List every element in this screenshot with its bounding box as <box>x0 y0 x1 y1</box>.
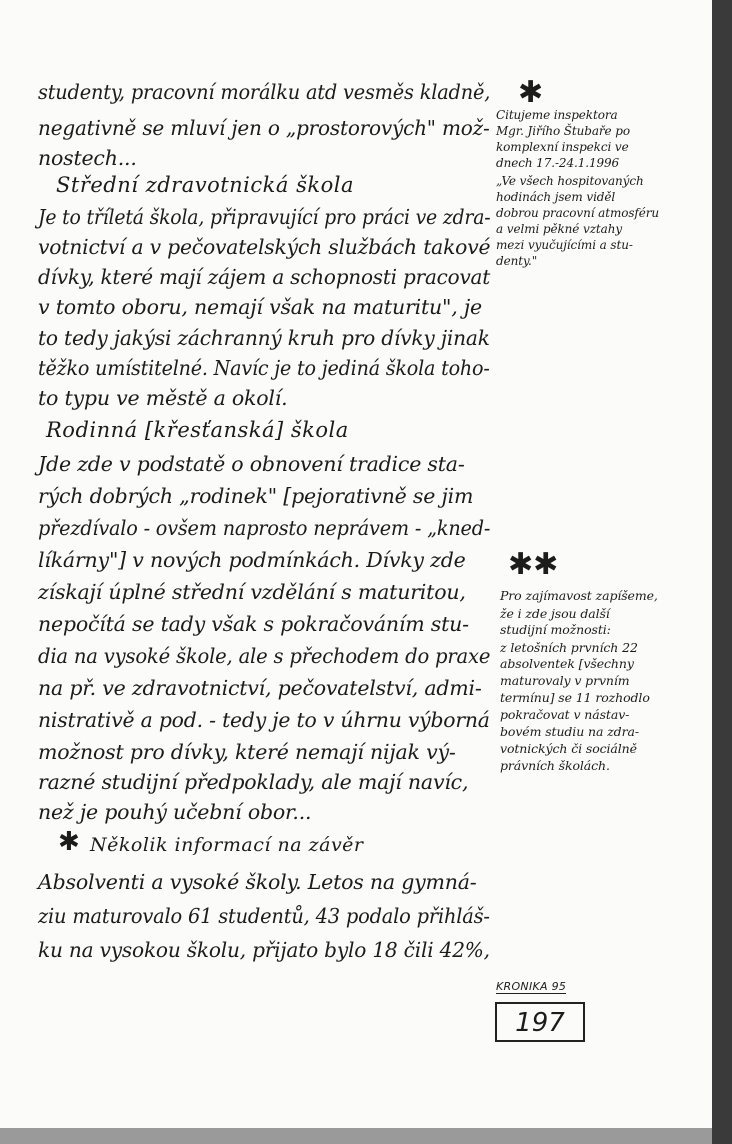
side-note-line: termínu] se 11 rozhodlo <box>500 690 650 705</box>
side-note-line: studijní možnosti: <box>500 622 611 637</box>
main-line: přezdívalo - ovšem naprosto neprávem - „kned- <box>38 516 491 540</box>
main-line: Jde zde v podstatě o obnovení tradice sta- <box>38 452 465 476</box>
main-line: nepočítá se tady však s pokračováním stu- <box>38 612 469 636</box>
side-note-line: maturovaly v prvním <box>500 673 630 688</box>
book-spine-edge <box>712 0 732 1144</box>
main-line: ku na vysokou školu, přijato bylo 18 čili 42%, <box>38 938 490 962</box>
side-note-line: pokračovat v nástav- <box>500 707 630 722</box>
side-note-line: bovém studiu na zdra- <box>500 724 639 739</box>
scan-bottom-edge <box>0 1128 712 1144</box>
side-note-line: „Ve všech hospitovaných <box>496 174 644 188</box>
side-note-line: a velmi pěkné vztahy <box>496 222 623 236</box>
side-note-line: komplexní inspekci ve <box>496 140 629 154</box>
main-line: studenty, pracovní morálku atd vesměs kladně, <box>38 80 491 104</box>
main-line: těžko umístitelné. Navíc je to jediná škola toho- <box>38 356 490 380</box>
page-number-box <box>495 1002 585 1042</box>
side-note-line: denty." <box>496 254 538 268</box>
chronicle-label: KRONIKA 95 <box>496 980 567 993</box>
side-note-line: dnech 17.-24.1.1996 <box>496 156 620 170</box>
side-note-line: z letošních prvních 22 <box>500 640 638 655</box>
asterisk-icon: ✱ <box>58 827 80 857</box>
main-line: to tedy jakýsi záchranný kruh pro dívky jinak <box>38 326 490 350</box>
main-line: negativně se mluví jen o „prostorových" mož- <box>38 116 490 140</box>
side-note-line: že i zde jsou další <box>500 606 610 621</box>
main-line: líkárny"] v nových podmínkách. Dívky zde <box>38 548 466 572</box>
main-line: než je pouhý učební obor... <box>38 800 312 824</box>
main-line: dia na vysoké škole, ale s přechodem do praxe <box>38 644 491 668</box>
section-heading-zaver: Několik informací na závěr <box>90 834 364 856</box>
main-line: votnictví a v pečovatelských službách takové <box>38 235 491 259</box>
side-note-line: votnických či sociálně <box>500 741 637 756</box>
main-line: v tomto oboru, nemají však na maturitu", je <box>38 295 482 319</box>
main-line: Absolventi a vysoké školy. Letos na gymná- <box>38 870 477 894</box>
side-note-line: dobrou pracovní atmosféru <box>496 206 660 220</box>
main-line: to typu ve městě a okolí. <box>38 386 288 410</box>
section-heading-rodinna: Rodinná [křesťanská] škola <box>46 418 349 442</box>
main-line: nostech... <box>38 146 137 170</box>
main-line: na př. ve zdravotnictví, pečovatelství, admi- <box>38 676 482 700</box>
main-line: razné studijní předpoklady, ale mají navíc, <box>38 770 469 794</box>
side-note-line: právních školách. <box>500 758 610 773</box>
side-note-line: Mgr. Jiřího Štubaře po <box>496 124 630 138</box>
main-line: získají úplné střední vzdělání s maturitou, <box>38 580 466 604</box>
side-note-line: hodinách jsem viděl <box>496 190 616 204</box>
side-note-line: Pro zajímavost zapíšeme, <box>500 588 658 603</box>
side-note-line: mezi vyučujícími a stu- <box>496 238 633 252</box>
main-line: možnost pro dívky, které nemají nijak vý- <box>38 740 456 764</box>
side-note-line: Citujeme inspektora <box>496 108 618 122</box>
main-line: nistrativě a pod. - tedy je to v úhrnu výborná <box>38 708 490 732</box>
section-heading-zdravotnicka: Střední zdravotnická škola <box>56 173 354 197</box>
asterisk-icon: ✱ <box>518 75 544 110</box>
double-asterisk-icon: ✱✱ <box>508 547 559 582</box>
side-note-line: absolventek [všechny <box>500 656 634 671</box>
page-number: 197 <box>515 1008 565 1038</box>
main-line: Je to tříletá škola, připravující pro práci ve zdra- <box>38 205 491 229</box>
main-line: ziu maturovalo 61 studentů, 43 podalo přihláš- <box>38 904 490 928</box>
main-line: dívky, které mají zájem a schopnosti pracovat <box>38 265 491 289</box>
main-line: rých dobrých „rodinek" [pejorativně se jim <box>38 484 474 508</box>
